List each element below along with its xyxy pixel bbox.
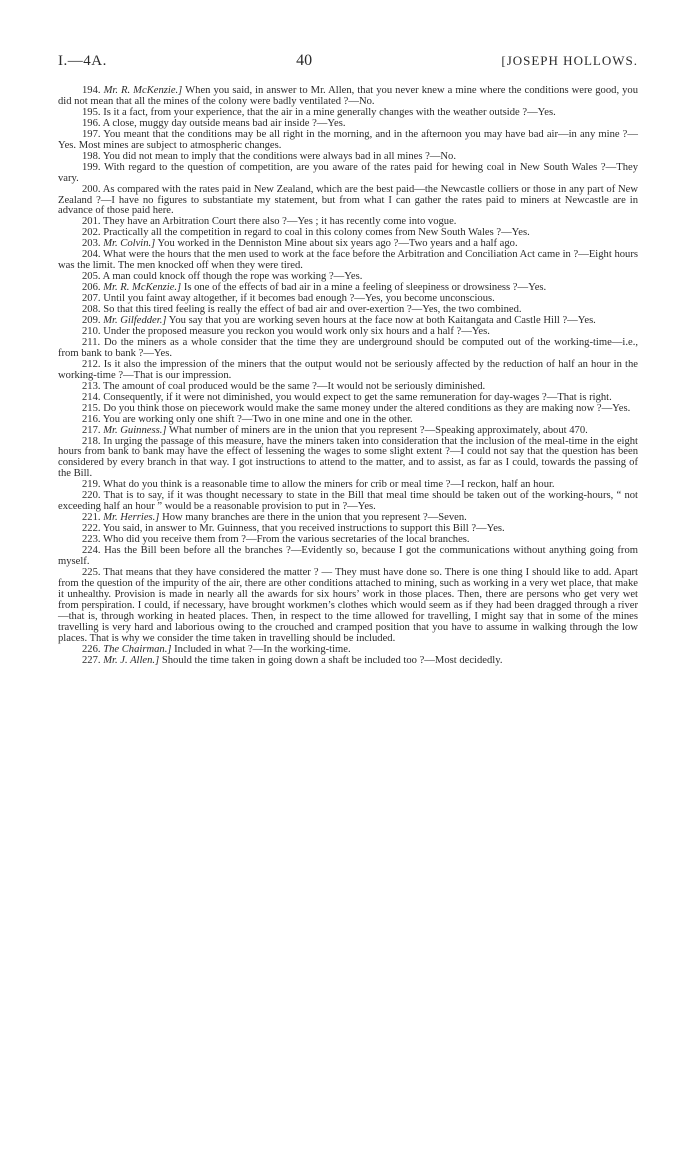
question-answer-text: Consequently, if it were not diminished, you would expect to get the same remuneration for day-wages ?—That is right. bbox=[103, 391, 612, 403]
question-answer-text: The amount of coal produced would be the same ?—It would not be seriously diminished. bbox=[103, 380, 486, 392]
question-answer-text: Is one of the effects of bad air in a mine a feeling of sleepiness or drowsiness ?—Yes. bbox=[181, 282, 547, 294]
question-answer-text: You say that you are working seven hours at the face now at both Kaitangata and Castle Hill ?—Yes. bbox=[166, 315, 596, 327]
page-header bbox=[58, 52, 638, 82]
speaker-name: Mr. Guinness.] bbox=[103, 424, 167, 436]
speaker-name: Mr. Colvin.] bbox=[103, 238, 156, 250]
question-number: 205. bbox=[82, 271, 101, 283]
question-answer-text: What were the hours that the men used to work at the face before the Arbitration and Conciliation Act came in ?—Eight hours was the limit. The men knocked off when they were tired. bbox=[58, 249, 638, 272]
question-number: 197. bbox=[82, 128, 101, 140]
question-number: 207. bbox=[82, 293, 101, 305]
question-number: 196. bbox=[82, 117, 101, 129]
question-number: 220. bbox=[82, 490, 101, 502]
question-answer-text: With regard to the question of competition, are you aware of the rates paid for hewing coal in New South Wales ?—They vary. bbox=[58, 161, 638, 184]
question-answer-text: You are working only one shift ?—Two in one mine and one in the other. bbox=[102, 413, 413, 425]
question-number: 222. bbox=[82, 523, 101, 535]
testimony-paragraph bbox=[58, 568, 638, 645]
question-number: 206. bbox=[82, 282, 101, 294]
testimony-paragraph bbox=[58, 656, 638, 667]
question-number: 209. bbox=[82, 315, 101, 327]
page-number: 40 bbox=[296, 52, 313, 69]
question-answer-text: A close, muggy day outside means bad air inside ?—Yes. bbox=[102, 117, 346, 129]
speaker-name: Mr. R. McKenzie.] bbox=[103, 282, 182, 294]
testimony-paragraph bbox=[58, 360, 638, 382]
question-number: 221. bbox=[82, 512, 101, 524]
question-number: 194. bbox=[82, 85, 101, 96]
question-answer-text: Until you faint away altogether, if it becomes bad enough ?—Yes, you become unconscious. bbox=[103, 293, 495, 305]
question-number: 227. bbox=[82, 654, 101, 666]
speaker-name: The Chairman.] bbox=[103, 643, 172, 655]
question-answer-text: As compared with the rates paid in New Zealand, which are the best paid—the Newcastle colliers or those in any part of New Zealand ?—I have no figures to substantiate my statement, but from what I can gather the rates paid to miners at Newcastle are in advance of those paid here. bbox=[58, 183, 638, 217]
question-number: 198. bbox=[82, 150, 101, 162]
question-answer-text: How many branches are there in the union that you represent ?—Seven. bbox=[159, 512, 467, 524]
speaker-name: Mr. Gilfedder.] bbox=[103, 315, 167, 327]
question-number: 225. bbox=[82, 566, 101, 578]
question-answer-text: What do you think is a reasonable time to allow the miners for crib or meal time ?—I reckon, half an hour. bbox=[103, 479, 555, 491]
question-number: 202. bbox=[82, 227, 101, 239]
question-number: 214. bbox=[82, 391, 101, 403]
testimony-paragraph bbox=[58, 338, 638, 360]
question-answer-text: A man could knock off though the rope was working ?—Yes. bbox=[102, 271, 363, 283]
question-answer-text: Under the proposed measure you reckon you would work only six hours and a half ?—Yes. bbox=[103, 325, 490, 337]
testimony-paragraph bbox=[58, 163, 638, 185]
question-answer-text: Practically all the competition in regard to coal in this colony comes from New South Wales ?—Yes. bbox=[103, 227, 530, 239]
question-answer-text: Should the time taken in going down a shaft be included too ?—Most decidedly. bbox=[159, 654, 503, 666]
question-number: 212. bbox=[82, 358, 101, 370]
question-answer-text: So that this tired feeling is really the effect of bad air and over-exertion ?—Yes, the two combined. bbox=[103, 304, 522, 316]
question-number: 215. bbox=[82, 402, 101, 414]
speaker-name: Mr. R. McKenzie.] bbox=[103, 85, 183, 96]
question-number: 217. bbox=[82, 424, 101, 436]
question-answer-text: What number of miners are in the union that you represent ?—Speaking approximately, about 470. bbox=[166, 424, 588, 436]
testimony-paragraph bbox=[58, 437, 638, 481]
question-answer-text: You did not mean to imply that the conditions were always bad in all mines ?—No. bbox=[102, 150, 456, 162]
testimony-paragraph bbox=[58, 491, 638, 513]
question-number: 224. bbox=[82, 545, 101, 557]
question-number: 223. bbox=[82, 534, 101, 546]
question-answer-text: When you said, in answer to Mr. Allen, that you never knew a mine where the conditions were good, you did not mean that all the mines of the colony were badly ventilated ?—No. bbox=[58, 85, 639, 107]
speaker-name: Mr. Herries.] bbox=[103, 512, 160, 524]
testimony-body bbox=[58, 86, 638, 667]
question-number: 226. bbox=[82, 643, 101, 655]
question-number: 201. bbox=[82, 216, 101, 228]
testimony-paragraph bbox=[58, 185, 638, 218]
question-answer-text: They have an Arbitration Court there also ?—Yes ; it has recently come into vogue. bbox=[103, 216, 457, 228]
question-answer-text: That means that they have considered the matter ? — They must have done so. There is one thing I should like to add. Apart from the question of the impurity of the air, there are other conditions attached to mining, such as working in a very wet place, that make it unhealthy. Provision is made in nearly all the awards for six hours’ work in those places. Then, there are persons who get very wet from perspiration. I could, if necessary, have brought workmen’s clothes which would seem as if they had been dragged through a river—that is, through working in heated places. Then, in respect to the time allowed for travelling, I might say that in some of the mines travelling is very hard and laborious owing to the crouched and cramped position that you have to assume in walking through the low places. That is why we consider the time taken in travelling should be included. bbox=[58, 566, 638, 644]
witness-name: [JOSEPH HOLLOWS. bbox=[501, 53, 638, 68]
testimony-paragraph bbox=[58, 546, 638, 568]
question-number: 208. bbox=[82, 304, 101, 316]
question-number: 219. bbox=[82, 479, 101, 491]
question-number: 195. bbox=[82, 106, 101, 118]
question-answer-text: Is it also the impression of the miners that the output would not be seriously affected by the reduction of half an hour in the working-time ?—That is our impression. bbox=[58, 358, 638, 381]
testimony-paragraph bbox=[58, 86, 638, 108]
question-answer-text: That is to say, if it was thought necessary to state in the Bill that meal time should be taken out of the working-hours, “ not exceeding half an hour ” would be a reasonable provision to put in ?—Yes. bbox=[58, 490, 639, 513]
question-answer-text: You worked in the Denniston Mine about six years ago ?—Two years and a half ago. bbox=[155, 238, 518, 250]
question-number: 213. bbox=[82, 380, 101, 392]
question-number: 211. bbox=[82, 336, 101, 348]
question-answer-text: Is it a fact, from your experience, that the air in a mine generally changes with the weather outside ?—Yes. bbox=[103, 106, 556, 118]
question-number: 210. bbox=[82, 325, 101, 337]
question-number: 200. bbox=[82, 183, 101, 195]
question-answer-text: Has the Bill been before all the branches ?—Evidently so, because I got the communications without anything going from myself. bbox=[58, 545, 638, 567]
testimony-paragraph bbox=[58, 250, 638, 272]
question-answer-text: In urging the passage of this measure, have the miners taken into consideration that the inclusion of the meal-time in the eight hours from bank to bank may have the effect of lessening the wages to some slight extent ?—I could not say that the question has been considered by every branch in that way. I got instructions to attend to the matter, and to assist, as far as I could, towards the passing of the Bill. bbox=[58, 435, 638, 480]
question-answer-text: Do the miners as a whole consider that the time they are underground should be computed out of the working-time—i.e., from bank to bank ?—Yes. bbox=[58, 336, 638, 359]
question-number: 216. bbox=[82, 413, 101, 425]
speaker-name: Mr. J. Allen.] bbox=[103, 654, 160, 666]
report-code: I.—4A. bbox=[58, 53, 107, 69]
testimony-paragraph bbox=[58, 130, 638, 152]
question-answer-text: You meant that the conditions may be all right in the morning, and in the afternoon you may have bad air—in any mine ?—Yes. Most mines are subject to atmospheric changes. bbox=[58, 128, 638, 151]
question-number: 204. bbox=[82, 249, 101, 261]
question-number: 218. bbox=[82, 435, 101, 447]
question-answer-text: Included in what ?—In the working-time. bbox=[171, 643, 351, 655]
question-answer-text: Do you think those on piecework would make the same money under the altered conditions as they are making now ?—Yes. bbox=[103, 402, 631, 414]
question-answer-text: You said, in answer to Mr. Guinness, that you received instructions to support this Bill ?—Yes. bbox=[102, 523, 505, 535]
question-number: 203. bbox=[82, 238, 101, 250]
question-number: 199. bbox=[82, 161, 101, 173]
question-answer-text: Who did you receive them from ?—From the various secretaries of the local branches. bbox=[103, 534, 470, 546]
